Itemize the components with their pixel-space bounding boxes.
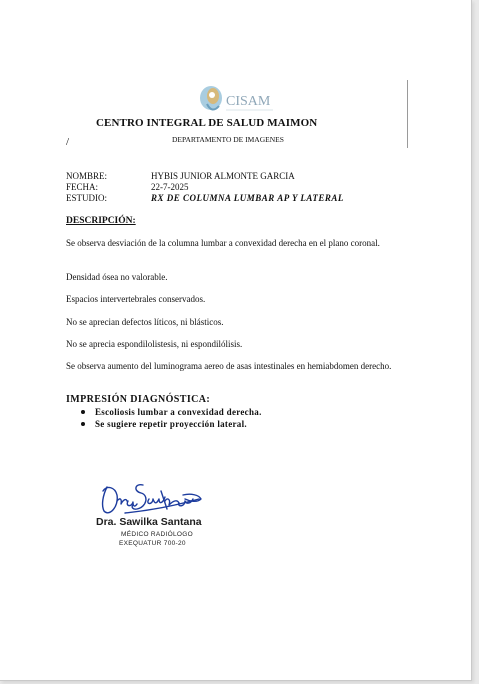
doctor-exequatur: EXEQUATUR 700-20 — [119, 540, 186, 547]
impression-item: Se sugiere repetir proyección lateral. — [80, 418, 262, 430]
description-paragraph: Se observa aumento del luminograma aereo de asas intestinales en hemiabdomen derecho. — [66, 361, 392, 371]
date-label: FECHA: — [66, 182, 99, 192]
cisam-logo — [199, 84, 275, 118]
logo-text: CISAM — [226, 94, 271, 109]
impression-item: Escoliosis lumbar a convexidad derecha. — [80, 406, 262, 418]
description-paragraph: Se observa desviación de la columna lumbar a convexidad derecha en el plano coronal. — [66, 238, 380, 248]
impression-list — [80, 406, 262, 430]
department-name: DEPARTAMENTO DE IMAGENES — [172, 135, 284, 144]
description-paragraph: Espacios intervertebrales conservados. — [66, 294, 206, 304]
description-title: DESCRIPCIÓN: — [66, 216, 136, 226]
impression-title: IMPRESIÓN DIAGNÓSTICA: — [66, 394, 211, 405]
description-paragraph: No se aprecian defectos líticos, ni blásticos. — [66, 317, 224, 327]
study-date: 22-7-2025 — [151, 182, 189, 192]
patient-name: HYBIS JUNIOR ALMONTE GARCIA — [151, 171, 295, 181]
doctor-name: Dra. Sawilka Santana — [96, 516, 202, 528]
doctor-title: MÉDICO RADIÓLOGO — [121, 531, 193, 538]
study-label: ESTUDIO: — [66, 193, 107, 203]
slash-mark: / — [66, 136, 70, 148]
study-name: RX DE COLUMNA LUMBAR AP Y LATERAL — [151, 193, 344, 203]
description-paragraph: Densidad ósea no valorable. — [66, 272, 168, 282]
header-divider — [407, 80, 408, 148]
description-paragraph: No se aprecia espondilolistesis, ni espondilólisis. — [66, 339, 243, 349]
handwritten-signature — [95, 477, 205, 521]
name-label: NOMBRE: — [66, 171, 108, 181]
organization-name: CENTRO INTEGRAL DE SALUD MAIMON — [96, 117, 318, 129]
